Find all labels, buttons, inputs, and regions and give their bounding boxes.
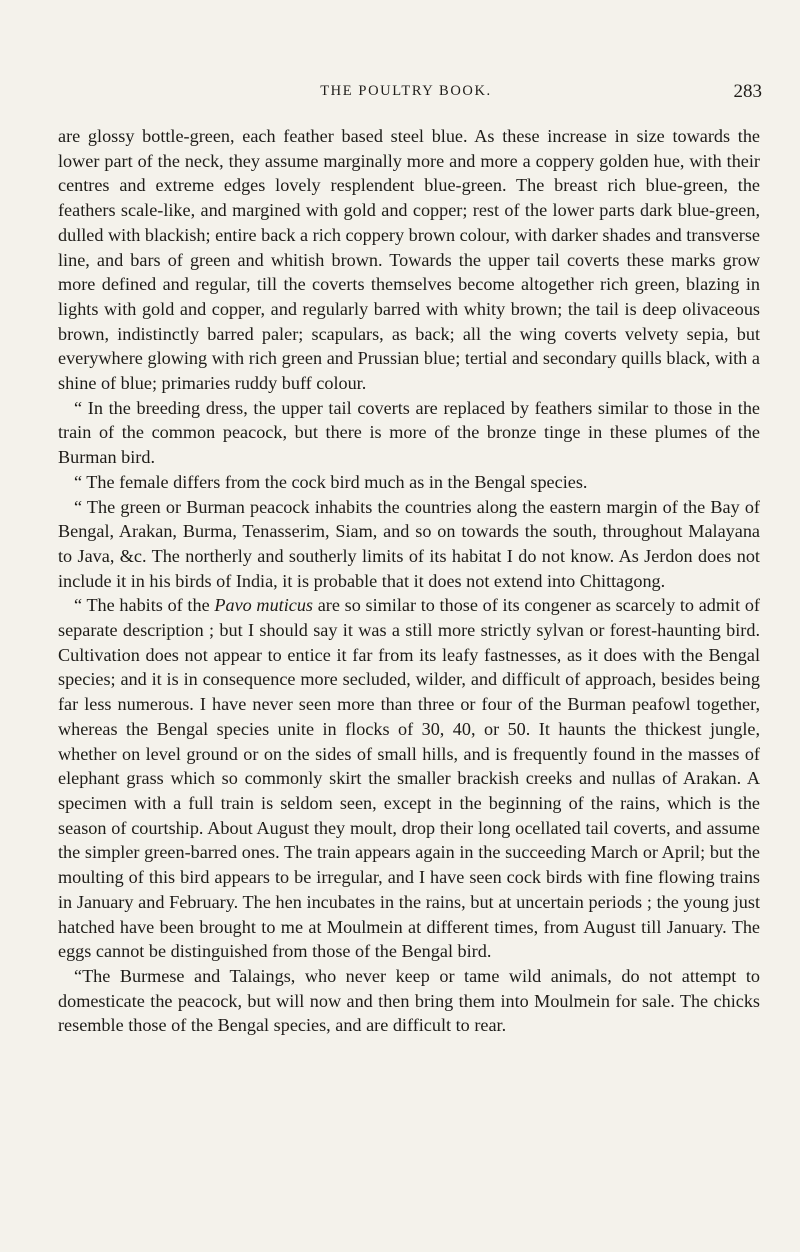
paragraph: “ The green or Burman peacock inhabits the countries along the eastern margin of the Bay of Bengal, Arakan, Burma, Tenasserim, Siam, and so on towards the south, throughout Malayana to Java, &c. The northerly and southerly limits of its habitat I do not know. As Jerdon does not include it in his birds of India, it is probable that it does not extend into Chittagong.	[58, 496, 760, 591]
running-head: THE POULTRY BOOK.	[320, 83, 492, 99]
paragraph: “ In the breeding dress, the upper tail coverts are replaced by feathers similar to those in the train of the common peacock, but there is more of the bronze tinge in these plumes of the Burman bird.	[58, 397, 760, 468]
page-header	[52, 83, 760, 107]
paragraph: “The Burmese and Talaings, who never keep or tame wild animals, do not attempt to domesticate the peacock, but will now and then bring them into Moulmein for sale. The chicks resemble those of the Bengal species, and are difficult to rear.	[58, 965, 760, 1036]
paragraph-text: are so similar to those of its congener as scarcely to admit of separate description ; but I should say it was a still more strictly sylvan or forest-haunting bird. Cultivation does not appear to entice it far from its leafy fastnesses, as it does with the Bengal species; and it is in consequence more secluded, wilder, and difficult of approach, besides being far less numerous. I have never seen more than three or four of the Burman peafowl together, whereas the Bengal species unite in flocks of 30, 40, or 50. It haunts the thickest jungle, whether on level ground or on the sides of small hills, and is frequently found in the masses of elephant grass which so commonly skirt the smaller brackish creeks and nullas of Arakan. A specimen with a full train is seldom seen, except in the beginning of the rains, which is the season of courtship. About August they moult, drop their long ocellated tail coverts, and assume the simpler green-barred ones. The train appears again in the succeeding March or April; but the moulting of this bird appears to be irregular, and I have seen cock birds with fine flowing trains in January and February. The hen incubates in the rains, but at uncertain periods ; the young just hatched have been brought to me at Moulmein at different times, from August till January. The eggs cannot be distinguished from those of the Bengal bird.	[58, 595, 760, 962]
page-number: 283	[733, 81, 762, 102]
body-text	[58, 124, 760, 1038]
paragraph: are glossy bottle-green, each feather based steel blue. As these increase in size towards the lower part of the neck, they assume marginally more and more a coppery golden hue, with their centres and extreme edges lovely resplendent blue-green. The breast rich blue-green, the feathers scale-like, and margined with gold and copper; rest of the lower parts dark blue-green, dulled with blackish; entire back a rich coppery brown colour, with darker shades and transverse line, and bars of green and whitish brown. Towards the upper tail coverts these marks grow more defined and regular, till the coverts themselves become altogether rich green, blazing in lights with gold and copper, and regularly barred with whity brown; the tail is deep olivaceous brown, indistinctly barred paler; scapulars, as back; all the wing coverts velvety sepia, but everywhere glowing with rich green and Prussian blue; tertial and secondary quills black, with a shine of blue; primaries ruddy buff colour.	[58, 126, 760, 394]
paragraph-text: “ The habits of the	[74, 595, 215, 616]
paragraph: “ The female differs from the cock bird much as in the Bengal species.	[74, 471, 588, 492]
paragraph	[58, 593, 760, 964]
species-name: Pavo muticus	[214, 595, 314, 616]
